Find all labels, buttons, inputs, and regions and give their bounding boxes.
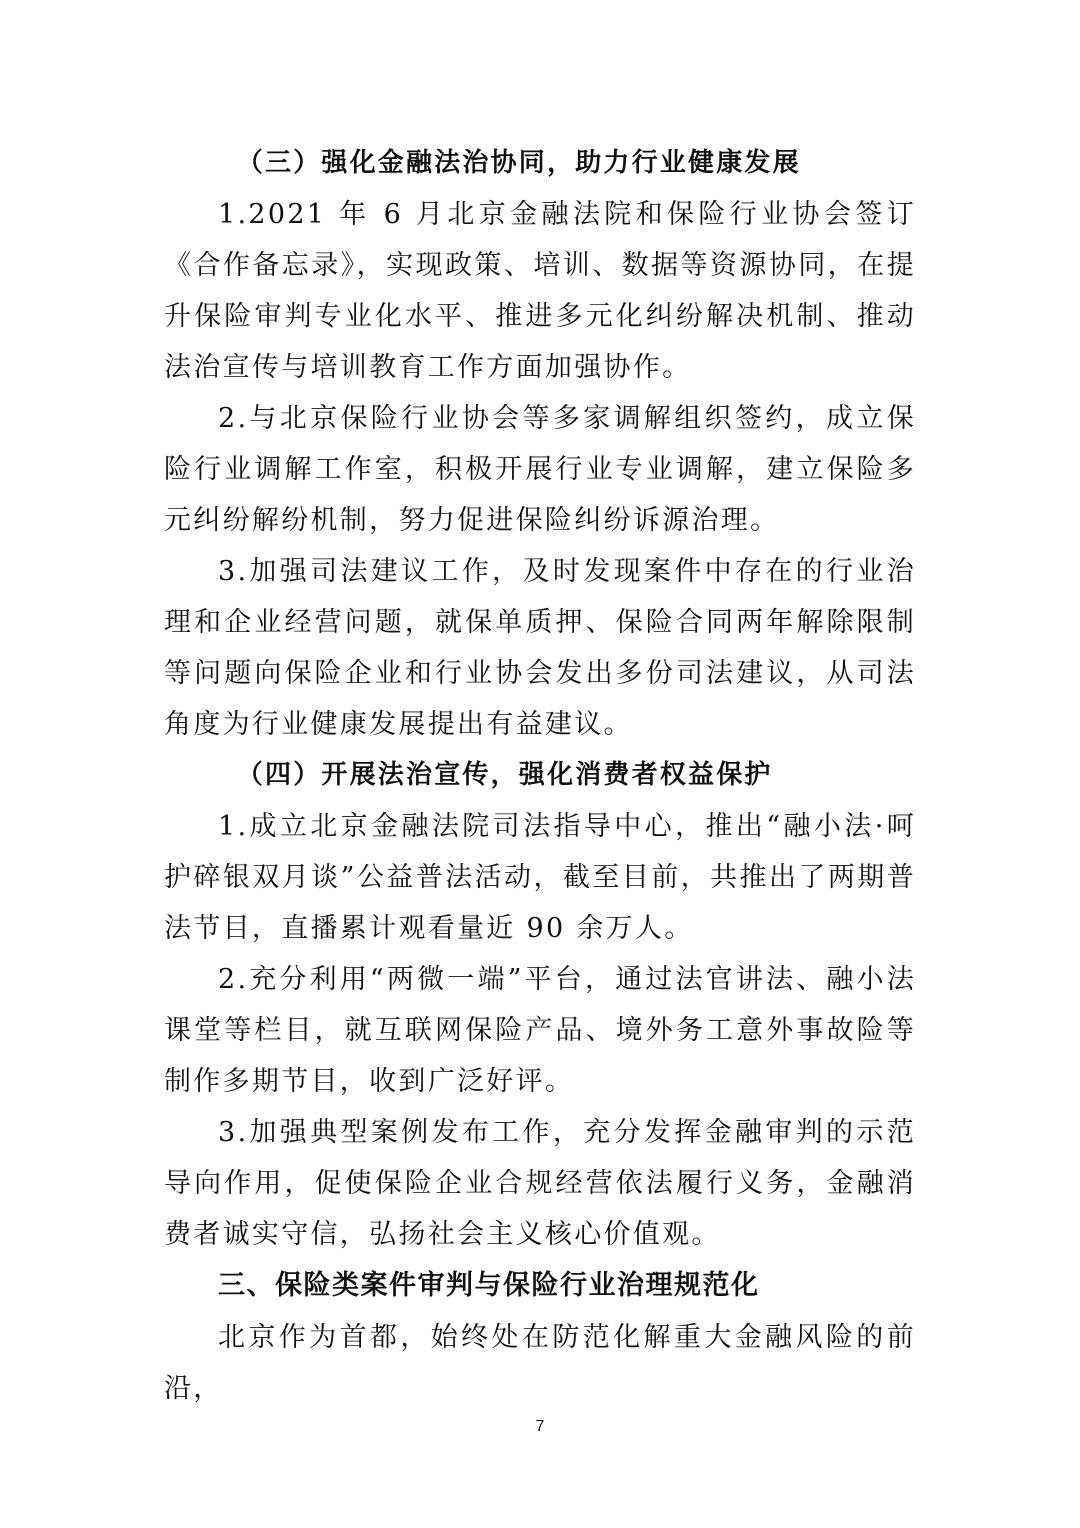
chapter-heading-3: 三、保险类案件审判与保险行业治理规范化: [218, 1270, 760, 1301]
paragraph-4-3: 3.加强典型案例发布工作，充分发挥金融审判的示范导向作用，促使保险企业合规经营依法履行义务，金融消费者诚实守信，弘扬社会主义核心价值观。: [164, 1117, 916, 1250]
paragraph-chapter-3-intro: 北京作为首都，始终处在防范化解重大金融风险的前沿，: [164, 1322, 916, 1404]
paragraph-3-2: 2.与北京保险行业协会等多家调解组织签约，成立保险行业调解工作室，积极开展行业专业调解，建立保险多元纠纷解纷机制，努力促进保险纠纷诉源治理。: [164, 403, 916, 536]
paragraph-4-2: 2.充分利用“两微一端”平台，通过法官讲法、融小法课堂等栏目，就互联网保险产品、境外务工意外事故险等制作多期节目，收到广泛好评。: [164, 964, 916, 1097]
paragraph-4-1: 1.成立北京金融法院司法指导中心，推出“融小法·呵护碎银双月谈”公益普法活动，截至目前，共推出了两期普法节目，直播累计观看量近 90 余万人。: [164, 811, 916, 944]
paragraph-3-3: 3.加强司法建议工作，及时发现案件中存在的行业治理和企业经营问题，就保单质押、保险合同两年解除限制等问题向保险企业和行业协会发出多份司法建议，从司法角度为行业健康发展提出有益建议。: [164, 556, 916, 740]
page-number: 7: [535, 1418, 545, 1435]
paragraph-3-1: 1.2021 年 6 月北京金融法院和保险行业协会签订《合作备忘录》，实现政策、培训、数据等资源协同，在提升保险审判专业化水平、推进多元化纠纷解决机制、推动法治宣传与培训教育工作方面加强协作。: [164, 199, 916, 383]
section-subheading-3: （三）强化金融法治协同，助力行业健康发展: [236, 148, 801, 178]
document-body: [164, 138, 916, 1414]
section-subheading-4: （四）开展法治宣传，强化消费者权益保护: [236, 760, 773, 790]
